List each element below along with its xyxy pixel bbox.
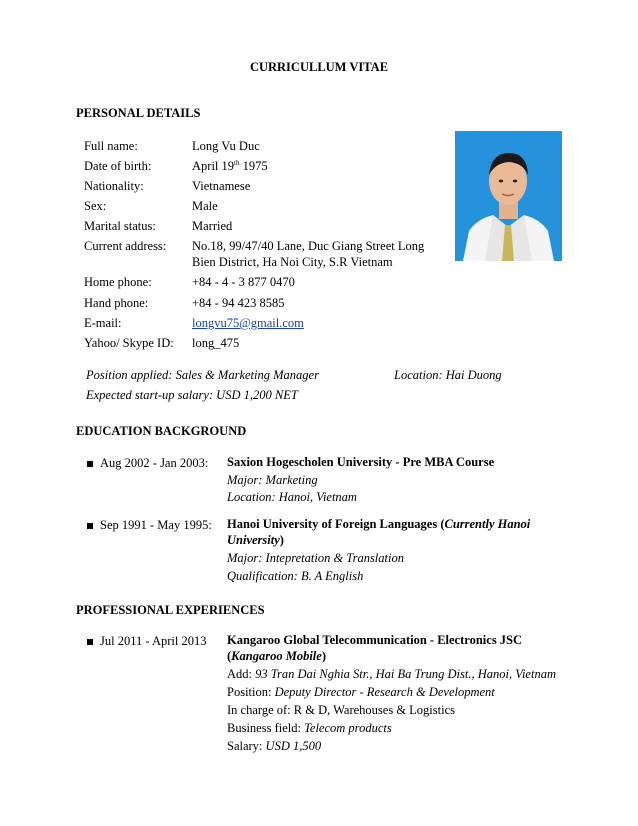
education-1-location: Location: Hanoi, Vietnam — [227, 490, 357, 504]
education-2-qualification: Qualification: B. A English — [227, 569, 364, 583]
experience-1-position: Position: Deputy Director - Research & Development — [227, 685, 495, 699]
experience-1-date: Jul 2011 - April 2013 — [100, 634, 207, 648]
experience-1-in-charge: In charge of: R & D, Warehouses & Logistics — [227, 703, 456, 717]
sex-label: Sex: — [84, 199, 107, 213]
experience-1-salary: Salary: USD 1,500 — [227, 739, 322, 753]
marital-status-value: Married — [192, 219, 233, 233]
current-address-line2: Bien District, Ha Noi City, S.R Vietnam — [192, 255, 393, 269]
education-2-school-line2: University) — [227, 533, 284, 547]
sex-value: Male — [192, 199, 218, 213]
dob-label: Date of birth: — [84, 159, 152, 173]
education-2-major: Major: Intepretation & Translation — [227, 551, 404, 565]
personal-details-heading: PERSONAL DETAILS — [76, 106, 201, 120]
email-label: E-mail: — [84, 316, 122, 330]
experience-1-business-field: Business field: Telecom products — [227, 721, 392, 735]
home-phone-value: +84 - 4 - 3 877 0470 — [192, 275, 295, 289]
education-1-major: Major: Marketing — [227, 473, 318, 487]
current-address-line1: No.18, 99/47/40 Lane, Duc Giang Street Long — [192, 239, 425, 253]
person-portrait-icon — [455, 131, 562, 261]
hand-phone-label: Hand phone: — [84, 296, 149, 310]
profile-photo — [455, 131, 562, 261]
education-heading: EDUCATION BACKGROUND — [76, 424, 247, 438]
full-name-value: Long Vu Duc — [192, 139, 260, 153]
experience-1-company-alias: (Kangaroo Mobile) — [227, 649, 326, 663]
experience-1-address: Add: 93 Tran Dai Nghia Str., Hai Ba Trung Dist., Hanoi, Vietnam — [227, 667, 556, 681]
email-link[interactable]: longvu75@gmail.com — [192, 316, 304, 330]
skype-label: Yahoo/ Skype ID: — [84, 336, 174, 350]
skype-value: long_475 — [192, 336, 240, 350]
experience-1-company: Kangaroo Global Telecommunication - Electronics JSC — [227, 633, 523, 647]
marital-status-label: Marital status: — [84, 219, 156, 233]
bullet-icon — [87, 461, 93, 467]
education-1-date: Aug 2002 - Jan 2003: — [100, 456, 209, 470]
expected-salary: Expected start-up salary: USD 1,200 NET — [86, 388, 298, 402]
location-applied: Location: Hai Duong — [394, 368, 502, 382]
nationality-value: Vietnamese — [192, 179, 251, 193]
position-applied: Position applied: Sales & Marketing Manager — [86, 368, 319, 382]
education-2-date: Sep 1991 - May 1995: — [100, 518, 212, 532]
dob-value: April 19th 1975 — [192, 159, 268, 174]
bullet-icon — [87, 523, 93, 529]
home-phone-label: Home phone: — [84, 275, 152, 289]
document-title: CURRICULLUM VITAE — [249, 60, 389, 74]
education-1-school: Saxion Hogescholen University - Pre MBA Course — [227, 455, 495, 469]
experience-heading: PROFESSIONAL EXPERIENCES — [76, 603, 265, 617]
hand-phone-value: +84 - 94 423 8585 — [192, 296, 285, 310]
bullet-icon — [87, 639, 93, 645]
current-address-label: Current address: — [84, 239, 167, 253]
education-2-school-line1: Hanoi University of Foreign Languages (Currently Hanoi — [227, 517, 531, 531]
full-name-label: Full name: — [84, 139, 138, 153]
nationality-label: Nationality: — [84, 179, 144, 193]
